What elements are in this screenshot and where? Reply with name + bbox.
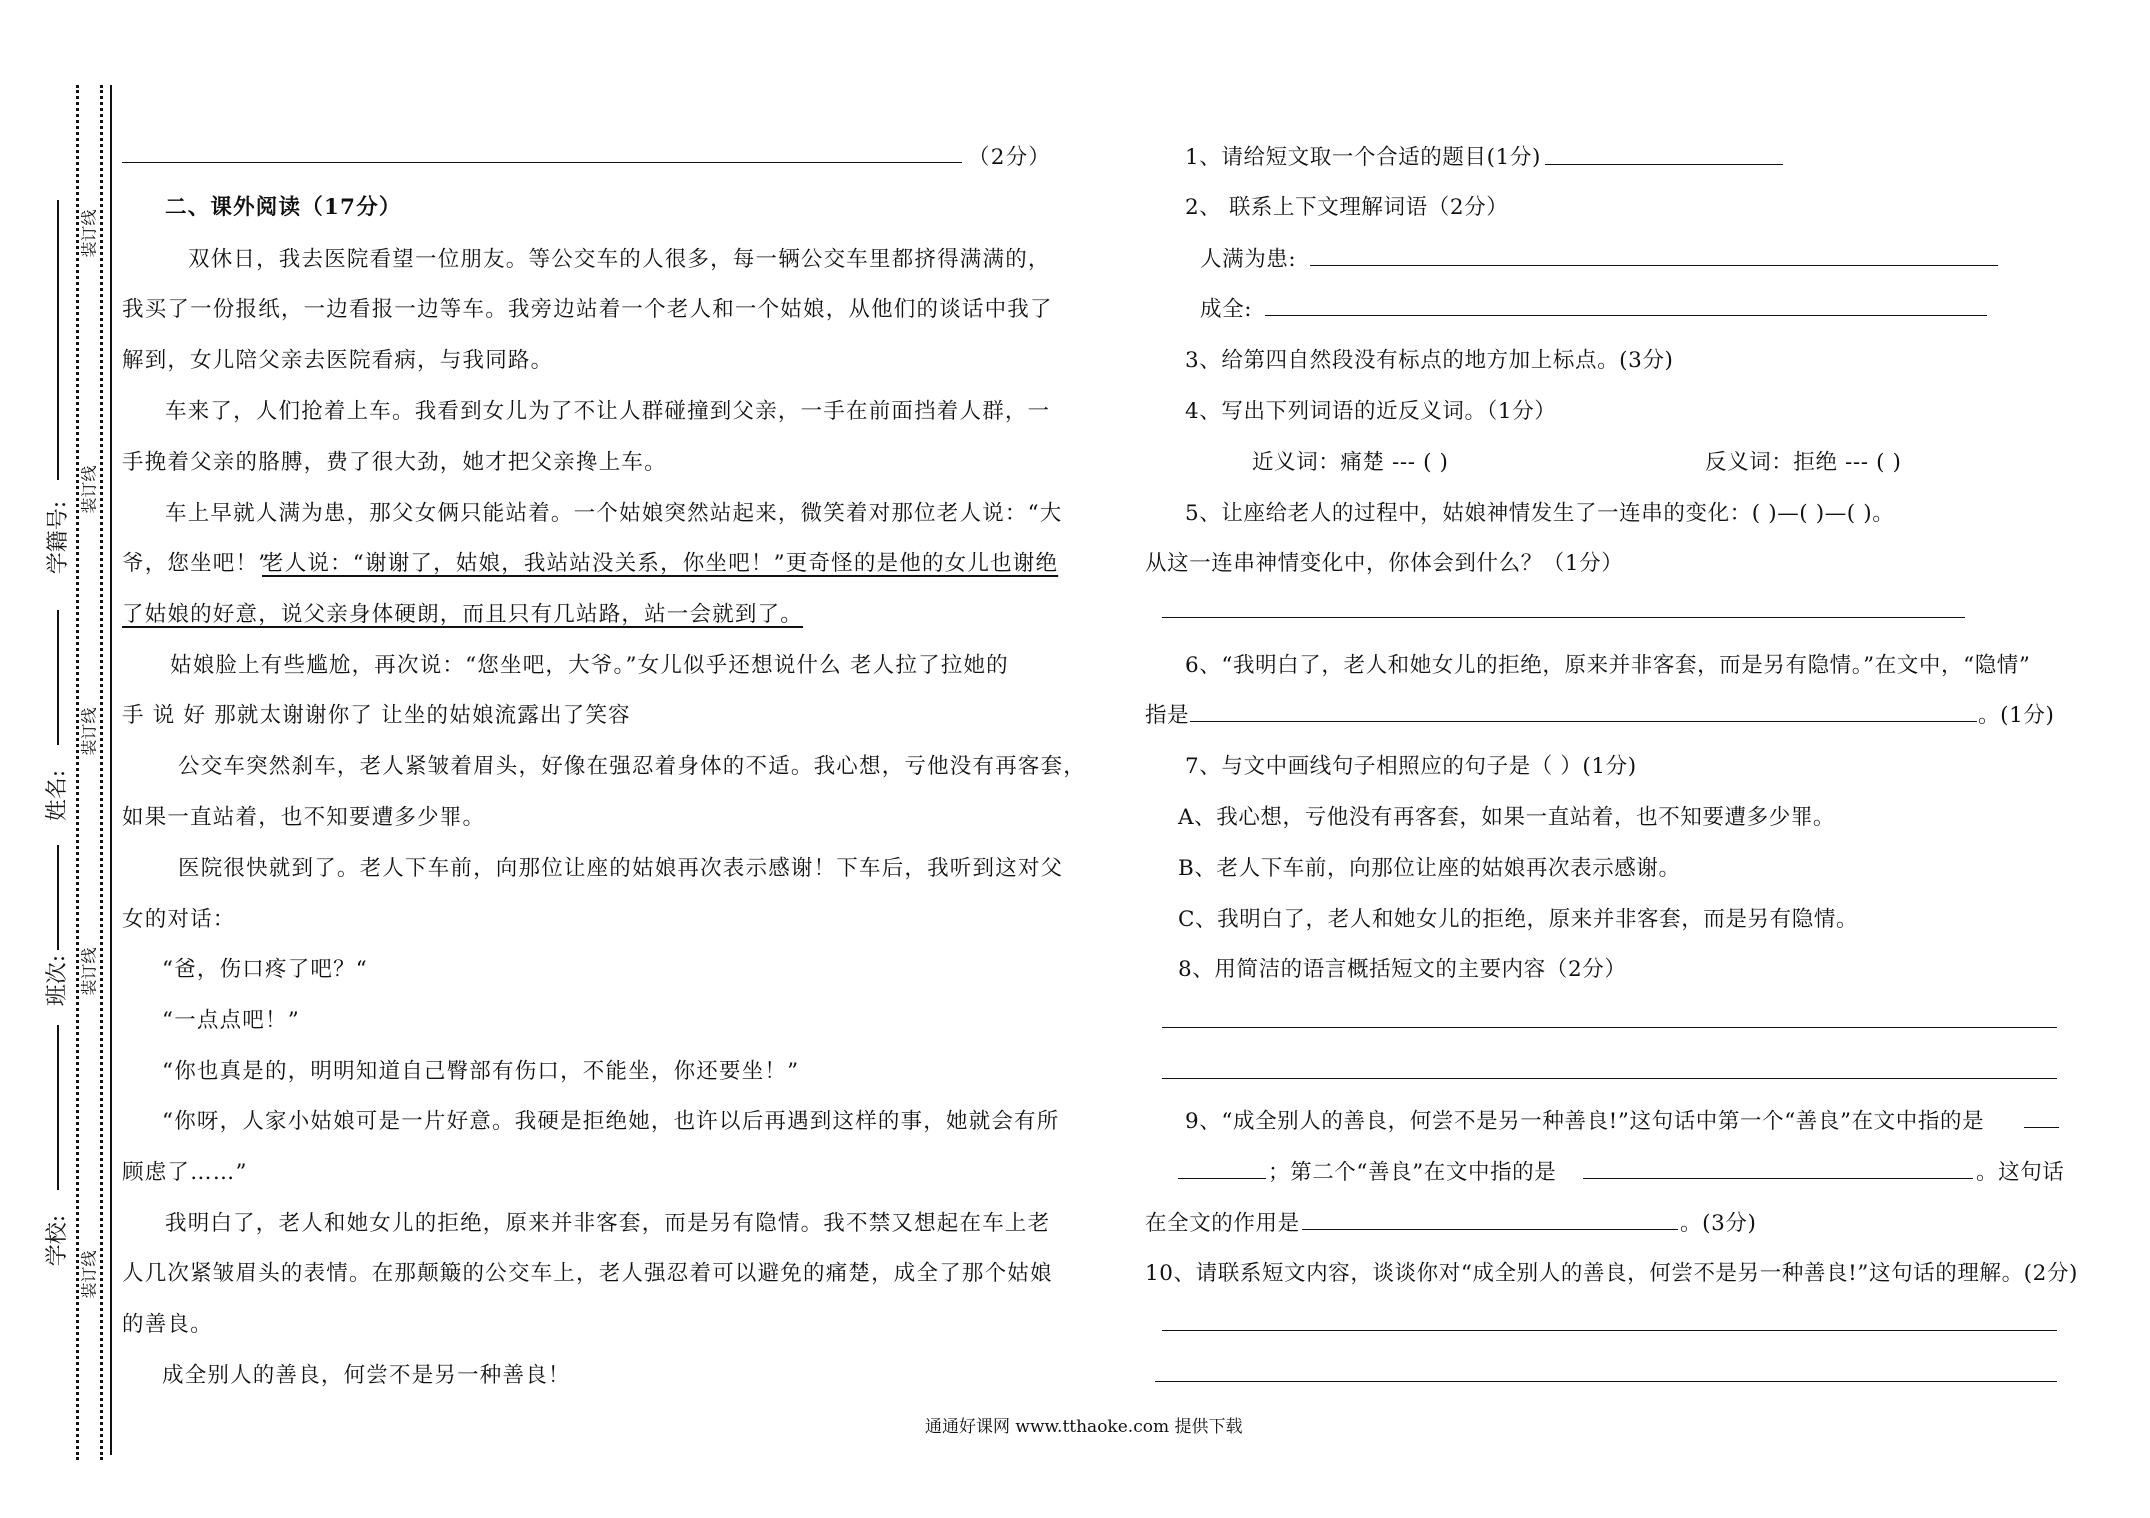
underlined-sentence-1: 老人说：“谢谢了，姑娘，我站站没关系，你坐吧！”更奇怪的是他的女儿也谢绝 xyxy=(262,551,1059,576)
q9-role-suffix: 。(3分) xyxy=(1680,1211,1757,1236)
passage-line: 我买了一份报纸，一边看报一边等车。我旁边站着一个老人和一个姑娘，从他们的谈话中我了 xyxy=(122,297,1053,322)
q6-answer-blank[interactable] xyxy=(1190,721,1977,722)
class-blank[interactable] xyxy=(57,845,59,950)
passage-line: 车上早就人满为患，那父女俩只能站着。一个姑娘突然站起来，微笑着对那位老人说：“大 xyxy=(165,501,1063,526)
passage-line: 的善良。 xyxy=(122,1312,213,1337)
passage-line: 如果一直站着，也不知要遭多少罪。 xyxy=(122,805,486,830)
question-3: 3、给第四自然段没有标点的地方加上标点。(3分) xyxy=(1185,348,1674,373)
question-9: 9、“成全别人的善良，何尝不是另一种善良!”这句话中第一个“善良”在文中指的是 xyxy=(1185,1109,1985,1134)
bind-line-label-1: 装订线 xyxy=(79,209,99,258)
q2-term-2-blank[interactable] xyxy=(1265,315,1987,316)
passage-line: 手挽着父亲的胳膊，费了很大劲，她才把父亲搀上车。 xyxy=(122,450,667,475)
section-title: 二、课外阅读（17分） xyxy=(165,195,402,220)
question-2: 2、 联系上下文理解词语（2分） xyxy=(1185,195,1509,220)
passage-line: 我明白了，老人和她女儿的拒绝，原来并非客套，而是另有隐情。我不禁又想起在车上老 xyxy=(165,1211,1051,1236)
passage-line: 女的对话： xyxy=(122,907,236,932)
q10-answer-blank-1[interactable] xyxy=(1162,1330,2057,1331)
school-label: 学校: xyxy=(45,1214,71,1267)
passage-line: 人几次紧皱眉头的表情。在那颠簸的公交车上，老人强忍着可以避免的痛楚，成全了那个姑娘 xyxy=(122,1261,1053,1286)
q9-suffix: 。这句话 xyxy=(1976,1160,2065,1185)
question-4: 4、写出下列词语的近反义词。（1分） xyxy=(1185,399,1557,424)
q4-antonym[interactable]: 反义词：拒绝 --- ( ) xyxy=(1705,450,1902,475)
q2-term-2: 成全: xyxy=(1200,297,1253,322)
q9-role-prefix: 在全文的作用是 xyxy=(1145,1211,1300,1236)
dotted-binding-line-right xyxy=(100,85,103,1460)
dialogue-line: “爸，伤口疼了吧？“ xyxy=(162,957,368,982)
question-1: 1、请给短文取一个合适的题目(1分) xyxy=(1185,145,1541,170)
passage-line: 车来了，人们抢着上车。我看到女儿为了不让人群碰撞到父亲，一手在前面挡着人群，一 xyxy=(165,399,1051,424)
passage-line: 公交车突然刹车，老人紧皱着眉头，好像在强忍着身体的不适。我心想，亏他没有再客套， xyxy=(178,754,1087,779)
bind-line-label-3: 装订线 xyxy=(79,707,99,756)
q9-blank-2[interactable] xyxy=(1583,1178,1973,1179)
name-blank[interactable] xyxy=(57,610,59,745)
q5-answer-blank[interactable] xyxy=(1162,617,1965,618)
top-score: （2分） xyxy=(968,145,1051,170)
q8-answer-blank-2[interactable] xyxy=(1162,1078,2057,1079)
school-blank[interactable] xyxy=(57,1025,59,1190)
passage-line: 解到，女儿陪父亲去医院看病，与我同路。 xyxy=(122,348,554,373)
answer-blank-top[interactable] xyxy=(122,162,962,163)
dialogue-line: “一点点吧！” xyxy=(162,1008,300,1033)
q6-prefix: 指是 xyxy=(1145,703,1190,728)
q9-blank-1a[interactable] xyxy=(2024,1127,2059,1128)
q1-answer-blank[interactable] xyxy=(1545,164,1783,165)
q10-answer-blank-2[interactable] xyxy=(1155,1381,2057,1382)
question-5[interactable]: 5、让座给老人的过程中，姑娘神情发生了一连串的变化：( )—( )—( )。 xyxy=(1185,501,1895,526)
question-8: 8、用简洁的语言概括短文的主要内容（2分） xyxy=(1178,957,1627,982)
footer-credit: 通通好课网 www.tthaoke.com 提供下载 xyxy=(925,1417,1243,1437)
q2-term-1-blank[interactable] xyxy=(1310,265,1998,266)
dialogue-line: 顾虑了……” xyxy=(122,1160,248,1185)
question-6: 6、“我明白了，老人和她女儿的拒绝，原来并非客套，而是另有隐情。”在文中，“隐情” xyxy=(1185,653,2031,678)
dialogue-line: “你也真是的，明明知道自己臀部有伤口，不能坐，你还要坐！” xyxy=(162,1059,800,1084)
passage-line: 双休日，我去医院看望一位朋友。等公交车的人很多，每一辆公交车里都挤得满满的， xyxy=(188,247,1051,272)
q4-synonym[interactable]: 近义词：痛楚 --- ( ) xyxy=(1252,450,1449,475)
question-7[interactable]: 7、与文中画线句子相照应的句子是（ ）(1分) xyxy=(1185,754,1637,779)
question-5-followup: 从这一连串神情变化中，你体会到什么？（1分） xyxy=(1145,551,1624,576)
passage-line: 姑娘脸上有些尴尬，再次说：“您坐吧，大爷。”女儿似乎还想说什么 老人拉了拉她的 xyxy=(170,653,1009,678)
q7-option-b[interactable]: B、老人下车前，向那位让座的姑娘再次表示感谢。 xyxy=(1178,856,1681,881)
q9-blank-3[interactable] xyxy=(1302,1229,1678,1230)
q8-answer-blank-1[interactable] xyxy=(1162,1027,2057,1028)
class-label: 班次: xyxy=(45,954,71,1007)
dialogue-line: “你呀，人家小姑娘可是一片好意。我硬是拒绝她，也许以后再遇到这样的事，她就会有所 xyxy=(162,1109,1060,1134)
unpunctuated-line: 手 说 好 那就太谢谢你了 让坐的姑娘流露出了笑容 xyxy=(122,703,631,728)
margin-rule xyxy=(110,85,112,1455)
bind-line-label-5: 装订线 xyxy=(79,1250,99,1299)
student-id-blank[interactable] xyxy=(57,200,59,480)
passage-line: 医院很快就到了。老人下车前，向那位让座的姑娘再次表示感谢！下车后，我听到这对父 xyxy=(178,856,1064,881)
bind-line-label-4: 装订线 xyxy=(79,947,99,996)
name-label: 姓名: xyxy=(45,769,71,822)
underlined-sentence-2: 了姑娘的好意，说父亲身体硬朗，而且只有几站路，站一会就到了。 xyxy=(122,602,804,627)
passage-line: 成全别人的善良，何尝不是另一种善良！ xyxy=(162,1363,571,1388)
bind-line-label-2: 装订线 xyxy=(79,465,99,514)
q7-option-a[interactable]: A、我心想，亏他没有再客套，如果一直站着，也不知要遭多少罪。 xyxy=(1178,805,1836,830)
q7-option-c[interactable]: C、我明白了，老人和她女儿的拒绝，原来并非客套，而是另有隐情。 xyxy=(1178,907,1859,932)
q2-term-1: 人满为患: xyxy=(1200,247,1297,272)
q6-suffix: 。(1分) xyxy=(1978,703,2055,728)
q9-blank-1b[interactable] xyxy=(1178,1178,1266,1179)
student-id-label: 学籍号: xyxy=(46,500,72,575)
q9-middle: ；第二个“善良”在文中指的是 xyxy=(1268,1160,1557,1185)
question-10: 10、请联系短文内容，谈谈你对“成全别人的善良，何尝不是另一种善良!”这句话的理解。(2分) xyxy=(1145,1261,2079,1286)
passage-line: 爷，您坐吧！” xyxy=(122,551,271,576)
